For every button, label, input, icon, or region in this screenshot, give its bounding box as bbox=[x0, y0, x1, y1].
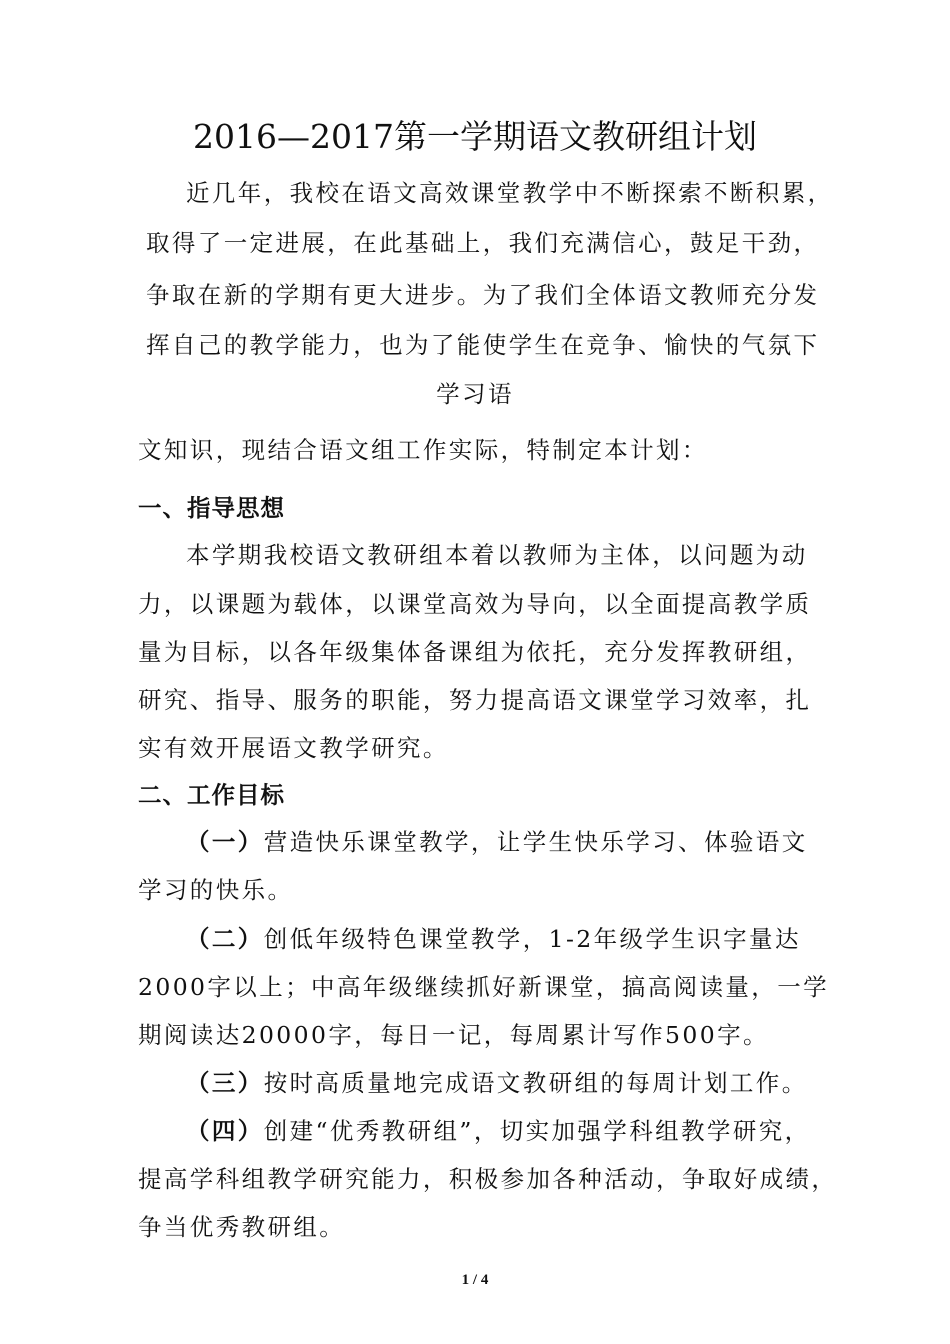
document-title: 2016—2017第一学期语文教研组计划 bbox=[193, 117, 757, 156]
goal-item-4-line: 争当优秀教研组。 bbox=[138, 1213, 346, 1241]
goal-item-4-line: 提高学科组教学研究能力，积极参加各种活动，争取好成绩， bbox=[138, 1165, 838, 1193]
goal-item-1-line: 学习的快乐。 bbox=[138, 876, 294, 904]
intro-line: 取得了一定进展，在此基础上，我们充满信心，鼓足干劲， bbox=[146, 229, 820, 257]
goal-item-2 bbox=[186, 922, 801, 956]
intro-line: 文知识，现结合语文组工作实际，特制定本计划： bbox=[138, 436, 708, 464]
section1-line: 研究、指导、服务的职能，努力提高语文课堂学习效率，扎 bbox=[138, 686, 812, 714]
goal-item-2-line: 2000字以上；中高年级继续抓好新课堂，搞高阅读量，一学 bbox=[138, 973, 830, 1001]
goal-item-3 bbox=[186, 1066, 808, 1100]
section-heading-work-goals: 二、工作目标 bbox=[138, 781, 285, 809]
intro-line: 挥自己的教学能力，也为了能使学生在竞争、愉快的气氛下 bbox=[146, 331, 820, 359]
goal-item-1 bbox=[186, 825, 808, 859]
goal-item-2-line: 期阅读达20000字，每日一记，每周累计写作500字。 bbox=[138, 1021, 769, 1049]
section-heading-guiding-ideology: 一、指导思想 bbox=[138, 494, 285, 522]
page-number: 1 / 4 bbox=[461, 1272, 489, 1288]
goal-text: 按时高质量地完成语文教研组的每周计划工作。 bbox=[263, 1069, 808, 1097]
intro-line: 学习语 bbox=[436, 380, 514, 408]
goal-label: （四） bbox=[186, 1117, 264, 1145]
section1-line: 力，以课题为载体，以课堂高效为导向，以全面提高教学质 bbox=[138, 590, 812, 618]
section1-line: 实有效开展语文教学研究。 bbox=[138, 734, 449, 762]
intro-line: 近几年，我校在语文高效课堂教学中不断探索不断积累， bbox=[186, 179, 834, 207]
goal-label: （二） bbox=[186, 925, 264, 953]
intro-line: 争取在新的学期有更大进步。为了我们全体语文教师充分发 bbox=[146, 281, 820, 309]
goal-label: （三） bbox=[186, 1069, 264, 1097]
section1-line: 量为目标，以各年级集体备课组为依托，充分发挥教研组， bbox=[138, 638, 812, 666]
goal-text: 营造快乐课堂教学，让学生快乐学习、体验语文 bbox=[263, 828, 808, 856]
goal-text: 创低年级特色课堂教学，1-2年级学生识字量达 bbox=[263, 925, 801, 953]
goal-label: （一） bbox=[186, 828, 264, 856]
section1-line: 本学期我校语文教研组本着以教师为主体，以问题为动 bbox=[186, 541, 808, 569]
goal-item-4 bbox=[186, 1114, 811, 1148]
goal-text: 创建“优秀教研组”，切实加强学科组教学研究， bbox=[263, 1117, 811, 1145]
